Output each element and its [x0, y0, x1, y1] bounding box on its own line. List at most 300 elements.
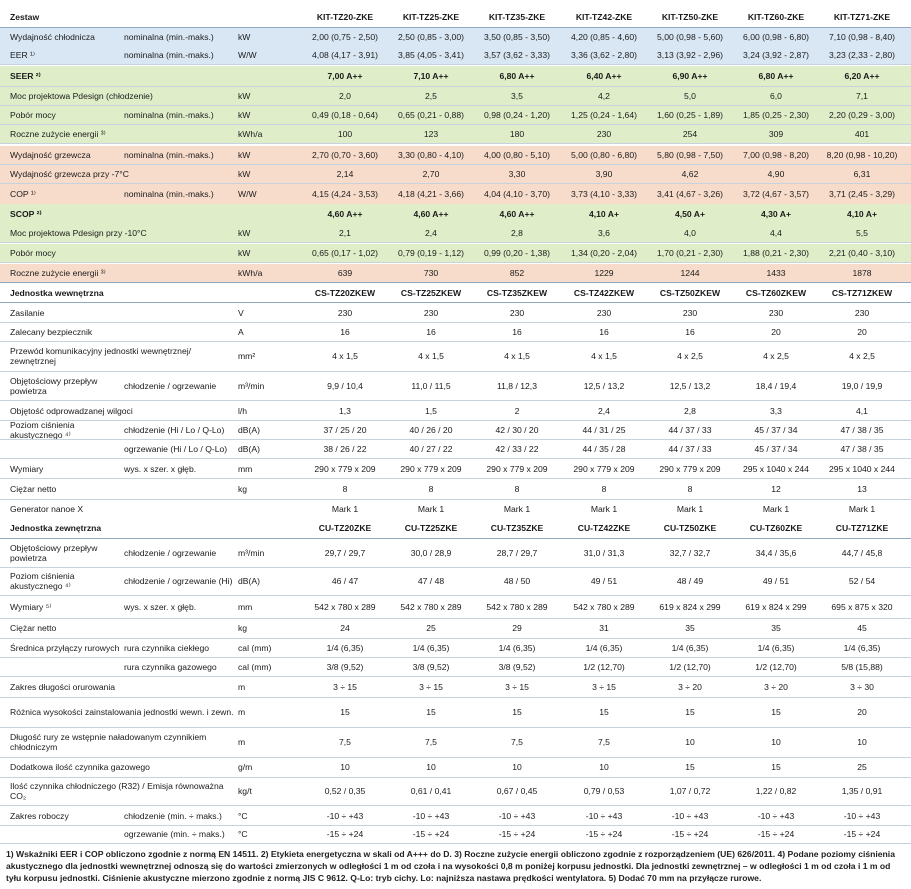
row-unit: kW [238, 150, 251, 160]
value-cell: 180 [509, 129, 525, 139]
value-cell: 20 [771, 326, 781, 337]
table-row [0, 341, 911, 371]
row-label: SCOP ²⁾ [10, 209, 42, 219]
row-sublabel: ogrzewanie (Hi / Lo / Q-Lo) [124, 443, 228, 454]
value-cell: CU-TZ71ZKE [835, 523, 889, 533]
value-cell: 8 [514, 484, 520, 494]
row-sublabel: wys. x szer. x głęb. [124, 463, 197, 474]
value-cell: 15 [340, 707, 350, 717]
row-sublabel: wys. x szer. x głęb. [124, 602, 197, 612]
value-cell: 19,0 / 19,9 [841, 381, 883, 391]
value-cell: 15 [685, 707, 695, 717]
table-row [0, 697, 911, 727]
row-label: Roczne zużycie energii ³⁾ [10, 268, 106, 278]
value-cell: 1,60 (0,25 - 1,89) [657, 110, 723, 120]
value-cell: 9,9 / 10,4 [327, 381, 363, 391]
value-cell: 2,4 [425, 228, 437, 238]
value-cell: 5,0 [684, 91, 696, 101]
value-cell: 7,5 [425, 737, 437, 747]
value-cell: 18,4 / 19,4 [755, 381, 797, 391]
row-label: Przewód komunikacyjny jednostki wewnętrznej/ zewnętrznej [10, 346, 192, 366]
value-cell: CS-TZ20ZKEW [314, 288, 376, 298]
value-cell: 619 x 824 x 299 [745, 602, 807, 612]
value-cell: 7,10 (0,98 - 8,40) [829, 32, 895, 42]
row-label: EER ¹⁾ [10, 50, 36, 60]
row-unit: kW [238, 110, 251, 120]
value-cell: 1/4 (6,35) [412, 642, 450, 653]
value-cell: 5,00 (0,98 - 5,60) [657, 32, 723, 42]
value-cell: 52 / 54 [848, 576, 876, 586]
row-label: Moc projektowa Pdesign przy -10°C [10, 228, 147, 238]
value-cell: 2,21 (0,40 - 3,10) [829, 248, 895, 258]
value-cell: 4,60 A++ [327, 209, 363, 219]
value-cell: 4,62 [681, 169, 699, 179]
value-cell: 290 x 779 x 209 [400, 463, 462, 474]
row-sublabel: nominalna (min.-maks.) [124, 110, 214, 120]
table-row [0, 372, 911, 400]
value-cell: 48 / 50 [503, 576, 531, 586]
row-label: Poziom ciśnienia akustycznego ⁴⁾ [10, 571, 75, 591]
row-sublabel: nominalna (min.-maks.) [124, 32, 214, 42]
value-cell: 230 [596, 129, 612, 139]
row-sublabel: chłodzenie (min. ÷ maks.) [124, 810, 222, 821]
table-row [0, 46, 911, 64]
row-label: Objętościowy przepływ powietrza [10, 543, 98, 563]
table-row [0, 757, 911, 777]
value-cell: 28,7 / 29,7 [496, 548, 538, 558]
row-label: Pobór mocy [10, 248, 56, 258]
value-cell: 3 ÷ 20 [764, 682, 788, 692]
row-label: Generator nanoe X [10, 504, 84, 514]
value-cell: 44 / 37 / 33 [668, 443, 712, 454]
value-cell: 4 x 2,5 [849, 351, 875, 361]
row-label: Ciężar netto [10, 623, 57, 633]
value-cell: 4,15 (4,24 - 3,53) [312, 189, 378, 199]
value-cell: 0,98 (0,24 - 1,20) [484, 110, 550, 120]
model-header: KIT-TZ20-ZKE [316, 12, 374, 22]
row-unit: kW [238, 169, 251, 179]
value-cell: 4,60 A++ [499, 209, 535, 219]
table-row [0, 479, 911, 499]
table-row [0, 303, 911, 322]
value-cell: CS-TZ71ZKEW [831, 288, 893, 298]
value-cell: 290 x 779 x 209 [573, 463, 635, 474]
value-cell: 1/4 (6,35) [757, 642, 795, 653]
table-row [0, 322, 911, 341]
value-cell: 230 [596, 307, 612, 318]
row-unit: dB(A) [238, 424, 260, 435]
row-unit: g/m [238, 762, 253, 772]
row-sublabel: chłodzenie (Hi / Lo / Q-Lo) [124, 424, 225, 435]
value-cell: 10 [512, 762, 522, 772]
value-cell: 37 / 25 / 20 [323, 424, 367, 435]
value-cell: -10 ÷ +43 [585, 810, 623, 821]
value-cell: 8 [687, 484, 693, 494]
value-cell: 42 / 33 / 22 [495, 443, 539, 454]
row-label: Wymiary ⁵⁾ [10, 602, 52, 612]
value-cell: -15 ÷ +24 [412, 828, 450, 839]
value-cell: 45 / 37 / 34 [754, 443, 798, 454]
value-cell: -10 ÷ +43 [757, 810, 795, 821]
row-unit: dB(A) [238, 443, 260, 454]
value-cell: 31 [599, 623, 609, 633]
table-row [0, 824, 911, 843]
table-row [0, 596, 911, 618]
table-row [0, 66, 911, 86]
value-cell: 0,61 / 0,41 [410, 786, 452, 796]
value-cell: 7,1 [856, 91, 868, 101]
table-row [0, 184, 911, 204]
value-cell: 4 x 2,5 [763, 351, 789, 361]
table-row [0, 106, 911, 124]
table-row [0, 618, 911, 638]
row-unit: kW [238, 248, 251, 258]
value-cell: 35 [771, 623, 781, 633]
value-cell: 47 / 48 [417, 576, 445, 586]
row-sublabel: rura czynnika ciekłego [124, 642, 210, 653]
value-cell: 15 [599, 707, 609, 717]
value-cell: 29,7 / 29,7 [324, 548, 366, 558]
value-cell: 3,50 (0,85 - 3,50) [484, 32, 550, 42]
value-cell: CS-TZ25ZKEW [400, 288, 462, 298]
value-cell: 1/4 (6,35) [498, 642, 536, 653]
value-cell: 230 [423, 307, 439, 318]
value-cell: 4,08 (4,17 - 3,91) [312, 50, 378, 60]
row-label: Różnica wysokości zainstalowania jednostki wewn. i zewn. [10, 707, 234, 717]
value-cell: CS-TZ60ZKEW [745, 288, 807, 298]
value-cell: 0,52 / 0,35 [324, 786, 366, 796]
value-cell: 49 / 51 [590, 576, 618, 586]
table-row [0, 264, 911, 282]
value-cell: 4,50 A+ [674, 209, 706, 219]
row-label: Poziom ciśnienia akustycznego ⁴⁾ [10, 419, 75, 440]
value-cell: 20 [857, 326, 867, 337]
value-cell: 48 / 49 [676, 576, 704, 586]
value-cell: 2,20 (0,29 - 3,00) [829, 110, 895, 120]
value-cell: 3/8 (9,52) [326, 661, 364, 672]
row-label: Wydajność grzewcza przy -7°C [10, 169, 129, 179]
value-cell: 10 [599, 762, 609, 772]
value-cell: 1/4 (6,35) [843, 642, 881, 653]
row-sublabel: nominalna (min.-maks.) [124, 189, 214, 199]
row-label: Zalecany bezpiecznik [10, 326, 93, 337]
row-unit: °C [238, 828, 248, 839]
row-label: Objętościowy przepływ powietrza [10, 376, 98, 396]
value-cell: -10 ÷ +43 [843, 810, 881, 821]
value-cell: 47 / 38 / 35 [840, 443, 884, 454]
value-cell: 8,20 (0,98 - 10,20) [826, 150, 898, 160]
table-row [0, 204, 911, 224]
value-cell: 4,10 A+ [588, 209, 620, 219]
table-row [0, 567, 911, 595]
model-header: KIT-TZ50-ZKE [661, 12, 719, 22]
value-cell: 34,4 / 35,6 [755, 548, 797, 558]
value-cell: 1,3 [339, 405, 351, 416]
row-sublabel: chłodzenie / ogrzewanie (Hi) [124, 576, 233, 586]
row-sublabel: ogrzewanie (min. ÷ maks.) [124, 828, 225, 839]
value-cell: Mark 1 [762, 504, 790, 514]
value-cell: 1229 [594, 268, 614, 278]
row-unit: kg/t [238, 786, 252, 796]
row-label: Długość rury ze wstępnie naładowanym czynnikiem chłodniczym [10, 732, 207, 752]
value-cell: 7,10 A++ [413, 71, 449, 81]
value-cell: 1,25 (0,24 - 1,64) [571, 110, 637, 120]
value-cell: 5,00 (0,80 - 6,80) [571, 150, 637, 160]
table-row [0, 125, 911, 143]
table-row [0, 806, 911, 825]
value-cell: CU-TZ35ZKE [490, 523, 544, 533]
value-cell: 1,22 / 0,82 [755, 786, 797, 796]
row-label: Moc projektowa Pdesign (chłodzenie) [10, 91, 153, 101]
value-cell: 3,5 [511, 91, 523, 101]
value-cell: 6,0 [770, 91, 782, 101]
row-label: Średnica przyłączy rurowych [10, 642, 120, 653]
value-cell: 20 [857, 707, 867, 717]
value-cell: 3,3 [770, 405, 782, 416]
model-header: KIT-TZ42-ZKE [575, 12, 633, 22]
value-cell: 3 ÷ 15 [505, 682, 529, 692]
row-label [10, 824, 122, 843]
value-cell: 7,5 [339, 737, 351, 747]
value-cell: 2,5 [425, 91, 437, 101]
value-cell: CS-TZ35ZKEW [486, 288, 548, 298]
row-unit: l/h [238, 405, 248, 416]
table-row [0, 165, 911, 183]
value-cell: 290 x 779 x 209 [486, 463, 548, 474]
value-cell: -15 ÷ +24 [671, 828, 709, 839]
divider [0, 143, 911, 144]
value-cell: 309 [768, 129, 784, 139]
value-cell: 15 [685, 762, 695, 772]
row-unit: mm [238, 463, 253, 474]
value-cell: 7,5 [511, 737, 523, 747]
row-unit: V [238, 307, 244, 318]
value-cell: 3/8 (9,52) [498, 661, 536, 672]
value-cell: 44 / 35 / 28 [582, 443, 626, 454]
table-row [0, 224, 911, 242]
value-cell: 4 x 1,5 [591, 351, 617, 361]
value-cell: 11,0 / 11,5 [411, 381, 451, 391]
value-cell: 32,7 / 32,7 [669, 548, 711, 558]
divider [0, 282, 911, 283]
value-cell: 25 [426, 623, 436, 633]
value-cell: 4,00 (0,80 - 5,10) [484, 150, 550, 160]
row-unit: W/W [238, 189, 257, 199]
table-row [0, 677, 911, 697]
value-cell: 3,41 (4,67 - 3,26) [657, 189, 723, 199]
value-cell: CS-TZ50ZKEW [659, 288, 721, 298]
value-cell: 542 x 780 x 289 [486, 602, 548, 612]
value-cell: 2,8 [511, 228, 523, 238]
value-cell: 46 / 47 [331, 576, 359, 586]
row-label: SEER ²⁾ [10, 71, 41, 81]
value-cell: 2,0 [339, 91, 351, 101]
value-cell: 290 x 779 x 209 [659, 463, 721, 474]
row-unit: m³/min [238, 548, 265, 558]
row-label: Wymiary [10, 463, 44, 474]
value-cell: 16 [426, 326, 436, 337]
value-cell: -10 ÷ +43 [671, 810, 709, 821]
value-cell: 15 [771, 707, 781, 717]
value-cell: 7,00 A++ [327, 71, 363, 81]
value-cell: 4 x 1,5 [504, 351, 530, 361]
table-row [0, 439, 911, 458]
row-label: Ilość czynnika chłodniczego (R32) / Emisja równoważna CO₂ [10, 781, 224, 801]
table-row [0, 518, 911, 538]
value-cell: CU-TZ50ZKE [663, 523, 717, 533]
row-unit: kW [238, 228, 251, 238]
value-cell: 3,73 (4,10 - 3,33) [571, 189, 637, 199]
value-cell: -15 ÷ +24 [498, 828, 536, 839]
value-cell: 44 / 37 / 33 [668, 424, 712, 435]
value-cell: 16 [512, 326, 522, 337]
table-row [0, 499, 911, 519]
row-unit: dB(A) [238, 576, 260, 586]
table-row [0, 146, 911, 164]
value-cell: 3,6 [598, 228, 610, 238]
value-cell: 2,00 (0,75 - 2,50) [312, 32, 378, 42]
value-cell: 3,30 [508, 169, 526, 179]
value-cell: 295 x 1040 x 244 [743, 463, 809, 474]
value-cell: -15 ÷ +24 [843, 828, 881, 839]
value-cell: 10 [685, 737, 695, 747]
value-cell: 16 [340, 326, 350, 337]
value-cell: 8 [601, 484, 607, 494]
value-cell: 47 / 38 / 35 [840, 424, 884, 435]
value-cell: 12,5 / 13,2 [669, 381, 711, 391]
table-row [0, 244, 911, 262]
value-cell: 1/4 (6,35) [326, 642, 364, 653]
row-label: Zasilanie [10, 307, 45, 318]
divider [0, 242, 911, 243]
value-cell: 3 ÷ 15 [419, 682, 443, 692]
value-cell: 295 x 1040 x 244 [829, 463, 895, 474]
value-cell: 1,35 / 0,91 [841, 786, 883, 796]
value-cell: 2,50 (0,85 - 3,00) [398, 32, 464, 42]
divider [0, 64, 911, 65]
row-label: Wydajność grzewcza [10, 150, 91, 160]
value-cell: 30,0 / 28,9 [410, 548, 452, 558]
value-cell: 25 [857, 762, 867, 772]
value-cell: 15 [426, 707, 436, 717]
row-unit: mm² [238, 351, 256, 361]
table-row [0, 459, 911, 478]
value-cell: 542 x 780 x 289 [400, 602, 462, 612]
value-cell: 254 [682, 129, 698, 139]
value-cell: 730 [423, 268, 439, 278]
model-header: KIT-TZ71-ZKE [833, 12, 891, 22]
value-cell: 16 [685, 326, 695, 337]
value-cell: 1/2 (12,70) [669, 661, 711, 672]
value-cell: 10 [340, 762, 350, 772]
value-cell: CU-TZ25ZKE [404, 523, 458, 533]
value-cell: CU-TZ42ZKE [577, 523, 631, 533]
value-cell: 1,70 (0,21 - 2,30) [657, 248, 723, 258]
value-cell: 0,79 (0,19 - 1,12) [398, 248, 464, 258]
table-row [0, 87, 911, 105]
value-cell: 7,5 [598, 737, 610, 747]
row-unit: kg [238, 623, 248, 633]
value-cell: 2,14 [336, 169, 354, 179]
value-cell: 2,4 [598, 405, 610, 416]
value-cell: 1,88 (0,21 - 2,30) [743, 248, 809, 258]
value-cell: CU-TZ60ZKE [749, 523, 803, 533]
value-cell: 0,67 / 0,45 [496, 786, 538, 796]
value-cell: 2,1 [339, 228, 351, 238]
value-cell: -10 ÷ +43 [498, 810, 536, 821]
value-cell: 3,72 (4,67 - 3,57) [743, 189, 809, 199]
value-cell: 40 / 27 / 22 [409, 443, 453, 454]
value-cell: 3 ÷ 30 [850, 682, 874, 692]
row-unit: kg [238, 484, 248, 494]
value-cell: 7,00 (0,98 - 8,20) [743, 150, 809, 160]
value-cell: 3,30 (0,80 - 4,10) [398, 150, 464, 160]
value-cell: 15 [512, 707, 522, 717]
row-label: Dodatkowa ilość czynnika gazowego [10, 762, 150, 772]
value-cell: 38 / 26 / 22 [323, 443, 367, 454]
value-cell: 35 [685, 623, 695, 633]
row-unit: °C [238, 810, 248, 821]
value-cell: 4,30 A+ [760, 209, 792, 219]
value-cell: 3,13 (3,92 - 2,96) [657, 50, 723, 60]
row-label: Roczne zużycie energii ³⁾ [10, 129, 106, 139]
row-label: Objętość odprowadzanej wilgoci [10, 405, 133, 416]
value-cell: 31,0 / 31,3 [583, 548, 625, 558]
value-cell: 4,04 (4,10 - 3,70) [484, 189, 550, 199]
table-row [0, 284, 911, 302]
value-cell: Mark 1 [503, 504, 531, 514]
row-label: Zakres roboczy [10, 810, 69, 821]
value-cell: 6,00 (0,98 - 6,80) [743, 32, 809, 42]
row-sublabel: chłodzenie / ogrzewanie [124, 548, 217, 558]
row-unit: kW [238, 91, 251, 101]
value-cell: 5/8 (15,88) [841, 661, 883, 672]
value-cell: 695 x 875 x 320 [831, 602, 893, 612]
value-cell: 44 / 31 / 25 [582, 424, 626, 435]
value-cell: 12,5 / 13,2 [583, 381, 625, 391]
row-unit: kWh/a [238, 129, 263, 139]
row-unit: kWh/a [238, 268, 263, 278]
value-cell: 639 [337, 268, 353, 278]
value-cell: -15 ÷ +24 [585, 828, 623, 839]
header-label: Zestaw [10, 12, 40, 22]
table-row [0, 28, 911, 46]
value-cell: 3 ÷ 15 [592, 682, 616, 692]
row-label: Wydajność chłodnicza [10, 32, 95, 42]
model-header: KIT-TZ60-ZKE [747, 12, 805, 22]
value-cell: Mark 1 [417, 504, 445, 514]
value-cell: 4,4 [770, 228, 782, 238]
value-cell: 230 [337, 307, 353, 318]
row-unit: A [238, 326, 244, 337]
value-cell: 49 / 51 [762, 576, 790, 586]
row-unit: m [238, 682, 246, 692]
model-header: KIT-TZ25-ZKE [402, 12, 460, 22]
value-cell: 3,36 (3,62 - 2,80) [571, 50, 637, 60]
value-cell: 6,31 [853, 169, 871, 179]
value-cell: 1/2 (12,70) [755, 661, 797, 672]
value-cell: 0,49 (0,18 - 0,64) [312, 110, 378, 120]
table-row [0, 657, 911, 676]
row-unit: m [238, 707, 246, 717]
value-cell: 852 [509, 268, 525, 278]
value-cell: 6,90 A++ [672, 71, 708, 81]
value-cell: 16 [599, 326, 609, 337]
value-cell: 24 [340, 623, 350, 633]
value-cell: Mark 1 [590, 504, 618, 514]
value-cell: CU-TZ20ZKE [318, 523, 372, 533]
value-cell: 0,99 (0,20 - 1,38) [484, 248, 550, 258]
